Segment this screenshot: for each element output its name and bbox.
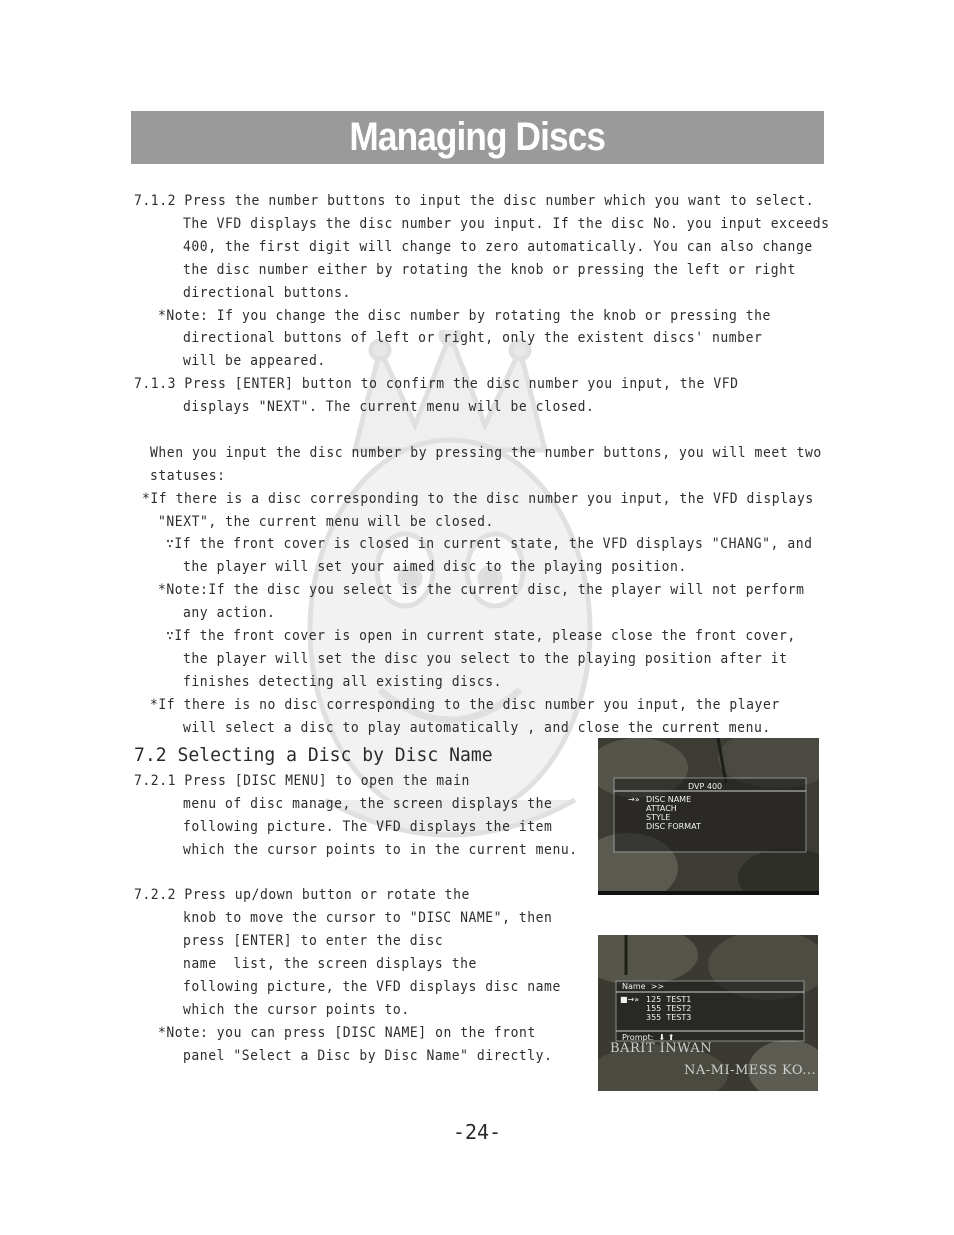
disc-name-list-screenshot [598, 935, 818, 1091]
body-line: ∵If the front cover is closed in current state, the VFD displays "CHANG", and [166, 536, 813, 552]
body-line: press [ENTER] to enter the disc [183, 933, 444, 949]
menu-title: DVP 400 [688, 782, 723, 791]
body-line: 7.1.3 Press [ENTER] button to confirm the disc number you input, the VFD [134, 376, 739, 392]
body-line: menu of disc manage, the screen displays the [183, 796, 553, 812]
body-line: knob to move the cursor to "DISC NAME", then [183, 910, 553, 926]
menu-item-disc-format[interactable]: DISC FORMAT [646, 822, 701, 831]
body-line: displays "NEXT". The current menu will be closed. [183, 399, 595, 415]
list-item[interactable]: 355 TEST3 [646, 1013, 692, 1022]
body-line: When you input the disc number by pressing the number buttons, you will meet two [150, 445, 822, 461]
disc-menu-screenshot [598, 738, 819, 895]
body-line: which the cursor points to in the current menu. [183, 842, 578, 858]
body-line: the player will set your aimed disc to the playing position. [183, 559, 687, 575]
list-item[interactable]: 155 TEST2 [646, 1004, 692, 1013]
section-heading: 7.2 Selecting a Disc by Disc Name [134, 744, 493, 766]
body-line: *Note:If the disc you select is the current disc, the player will not perform [158, 582, 805, 598]
prompt-text: Prompt: ⬇ ⬆ [622, 1033, 675, 1042]
menu-item-attach[interactable]: ATTACH [646, 804, 677, 813]
body-line: finishes detecting all existing discs. [183, 674, 503, 690]
body-line: *Note: If you change the disc number by rotating the knob or pressing the [158, 308, 771, 324]
body-line: any action. [183, 605, 276, 621]
body-line: name list, the screen displays the [183, 956, 477, 972]
title-banner [131, 111, 824, 164]
body-line: 7.1.2 Press the number buttons to input the disc number which you want to select. [134, 193, 815, 209]
body-line: statuses: [150, 468, 226, 484]
page-number: -24- [452, 1120, 502, 1144]
menu-item-style[interactable]: STYLE [646, 813, 671, 822]
body-line: following picture. The VFD displays the item [183, 819, 553, 835]
body-line: the disc number either by rotating the knob or pressing the left or right [183, 262, 796, 278]
body-line: *Note: you can press [DISC NAME] on the front [158, 1025, 536, 1041]
cursor-icon: →» [628, 795, 640, 804]
body-line: 7.2.1 Press [DISC MENU] to open the main [134, 773, 470, 789]
body-line: 400, the first digit will change to zero automatically. You can also change [183, 239, 813, 255]
video-caption-left: BARIT INWAN [610, 1041, 713, 1056]
list-item[interactable]: 125 TEST1 [646, 995, 692, 1004]
body-line: The VFD displays the disc number you input. If the disc No. you input exceeds [183, 216, 830, 232]
body-line: the player will set the disc you select to the playing position after it [183, 651, 788, 667]
body-line: ∵If the front cover is open in current state, please close the front cover, [166, 628, 796, 644]
body-line: panel "Select a Disc by Disc Name" directly. [183, 1048, 553, 1064]
body-line: will select a disc to play automatically , and close the current menu. [183, 720, 771, 736]
body-line: will be appeared. [183, 353, 326, 369]
menu-item-disc-name[interactable]: DISC NAME [646, 795, 692, 804]
page-title: Managing Discs [349, 115, 606, 159]
body-line: 7.2.2 Press up/down button or rotate the [134, 887, 470, 903]
video-caption-right: NA-MI-MESS KO... [684, 1063, 817, 1078]
forest-background [598, 738, 819, 895]
body-line: *If there is a disc corresponding to the disc number you input, the VFD displays [142, 491, 814, 507]
body-line: directional buttons of left or right, only the existent discs' number [183, 330, 763, 346]
body-line: which the cursor points to. [183, 1002, 410, 1018]
body-line: following picture, the VFD displays disc name [183, 979, 561, 995]
cursor-icon: ■→» [620, 995, 640, 1004]
body-line: *If there is no disc corresponding to the disc number you input, the player [150, 697, 780, 713]
list-header: Name >> [622, 982, 665, 991]
body-line: directional buttons. [183, 285, 351, 301]
body-line: "NEXT", the current menu will be closed. [158, 514, 494, 530]
